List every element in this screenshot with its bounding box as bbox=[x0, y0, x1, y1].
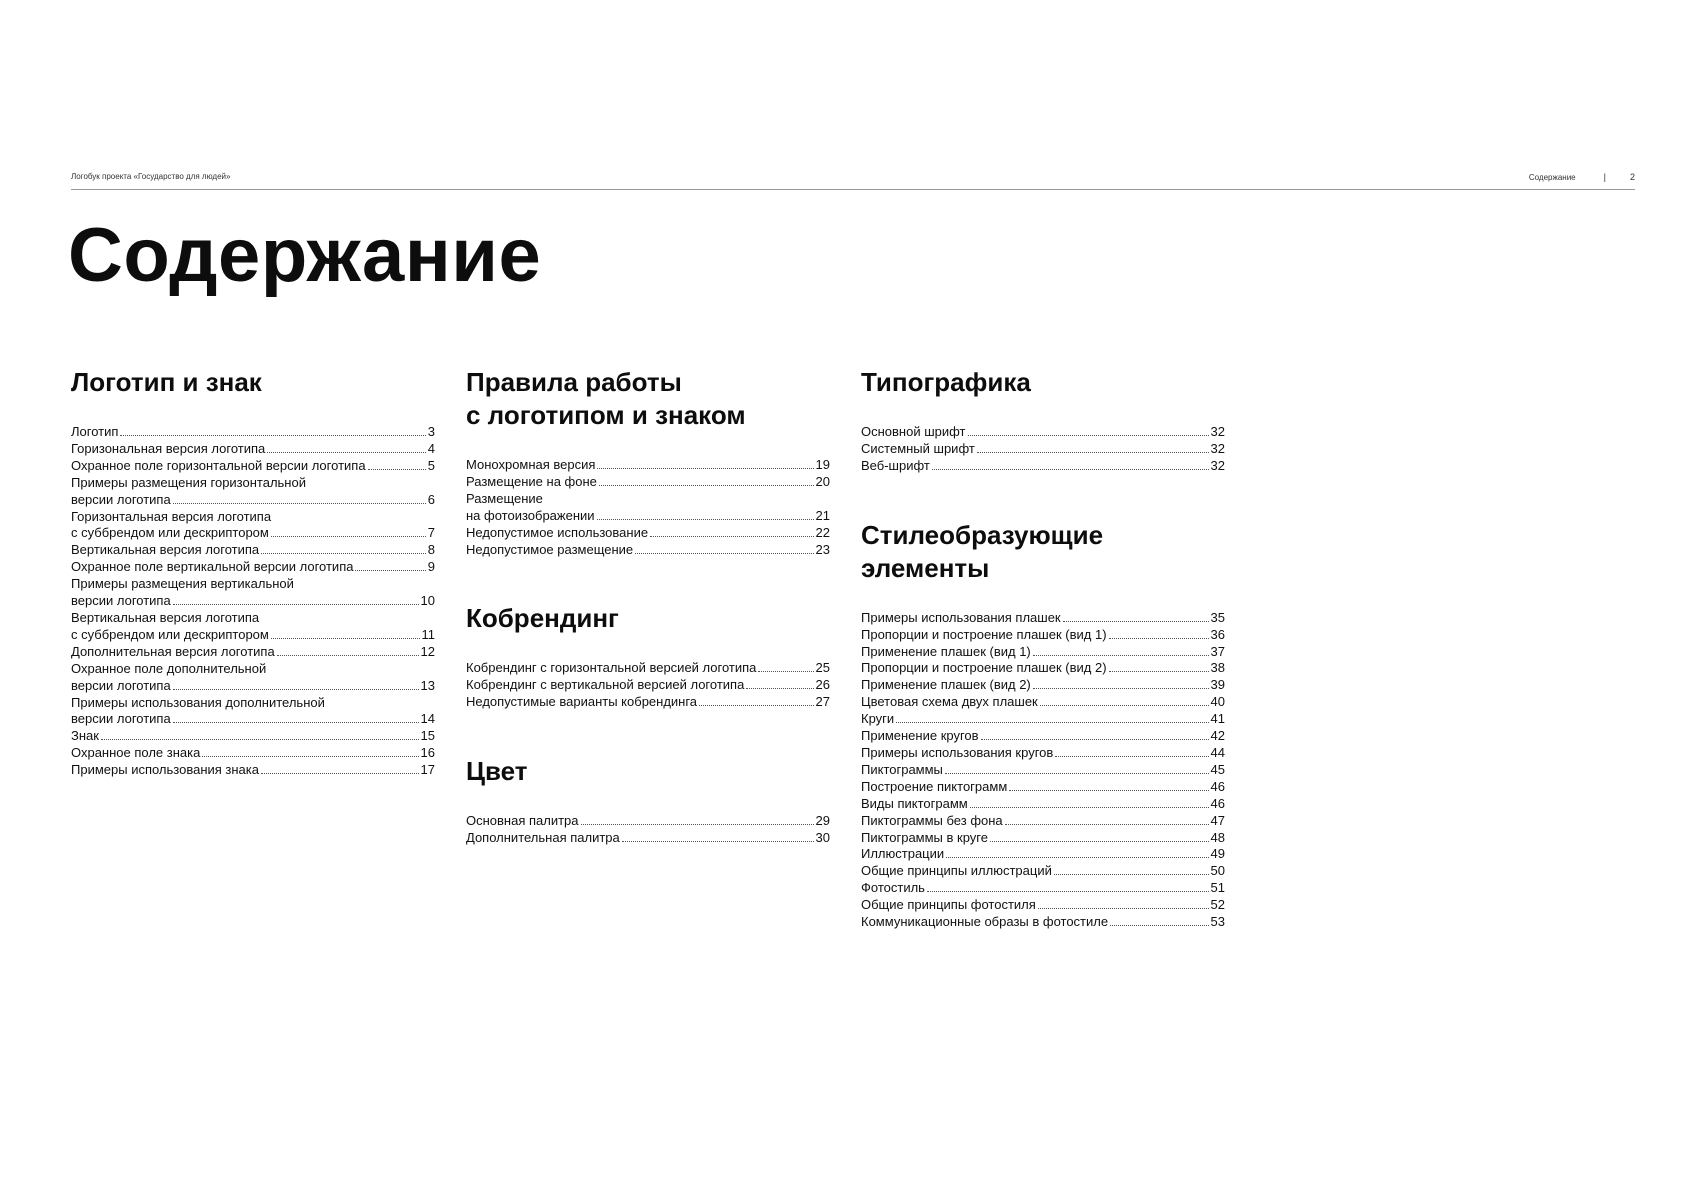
document-title: Логобук проекта «Государство для людей» bbox=[71, 172, 231, 181]
section-title-style bbox=[861, 519, 1225, 585]
toc-entry-page-number: 49 bbox=[1210, 846, 1225, 862]
toc-entry bbox=[466, 813, 830, 830]
toc-entry-text: Построение пиктограмм bbox=[861, 778, 1008, 794]
toc-entry bbox=[466, 491, 830, 525]
toc-entry-text: Общие принципы иллюстраций bbox=[861, 863, 1052, 879]
toc-dot-leader bbox=[1063, 621, 1209, 622]
toc-entry bbox=[861, 441, 1225, 458]
toc-list-cobranding bbox=[466, 660, 830, 711]
toc-entry bbox=[71, 745, 435, 762]
toc-entry-text: Применение плашек (вид 1) bbox=[861, 643, 1031, 659]
toc-entry-page-number: 41 bbox=[1210, 711, 1225, 727]
toc-entry bbox=[861, 644, 1225, 661]
toc-entry bbox=[861, 610, 1225, 627]
toc-dot-leader bbox=[173, 604, 419, 605]
toc-entry bbox=[71, 728, 435, 745]
toc-entry-text: Пиктограммы без фона bbox=[861, 812, 1003, 828]
toc-entry-line2 bbox=[71, 492, 435, 509]
toc-entry-text: Примеры использования кругов bbox=[861, 744, 1054, 760]
toc-entry-text: Пропорции и построение плашек (вид 2) bbox=[861, 660, 1107, 676]
toc-dot-leader bbox=[597, 519, 814, 520]
toc-entry-text: с суббрендом или дескриптором bbox=[71, 626, 269, 642]
toc-entry bbox=[861, 458, 1225, 475]
toc-entry-text: Фотостиль bbox=[861, 880, 925, 896]
toc-entry-text: Монохромная версия bbox=[466, 457, 596, 472]
toc-entry-text: Виды пиктограмм bbox=[861, 795, 968, 811]
toc-entry-page-number: 40 bbox=[1210, 694, 1225, 710]
toc-entry-page-number: 14 bbox=[420, 711, 435, 727]
toc-entry bbox=[71, 458, 435, 475]
toc-entry-text: Недопустимые варианты кобрендинга bbox=[466, 694, 698, 710]
toc-entry-text: Применение плашек (вид 2) bbox=[861, 677, 1031, 693]
toc-entry bbox=[71, 424, 435, 441]
toc-entry-page-number: 20 bbox=[815, 473, 830, 489]
toc-entry-text: Охранное поле знака bbox=[71, 745, 201, 761]
toc-entry-page-number: 36 bbox=[1210, 626, 1225, 642]
toc-entry-text-line1: Примеры размещения горизонтальной bbox=[71, 474, 306, 490]
toc-entry-page-number: 47 bbox=[1210, 812, 1225, 828]
toc-list-rules bbox=[466, 457, 830, 558]
toc-entry bbox=[71, 695, 435, 729]
toc-entry-text: Вертикальная версия логотипа bbox=[71, 542, 260, 558]
toc-entry-text: Коммуникационные образы в фотостиле bbox=[861, 914, 1109, 930]
toc-entry bbox=[466, 660, 830, 677]
toc-entry-text-line1: Размещение bbox=[466, 490, 543, 506]
toc-entry-page-number: 11 bbox=[421, 626, 435, 642]
toc-entry bbox=[861, 779, 1225, 796]
toc-entry bbox=[861, 711, 1225, 728]
toc-entry bbox=[466, 542, 830, 559]
toc-dot-leader bbox=[261, 553, 426, 554]
toc-entry-text-line1: Горизонтальная версия логотипа bbox=[71, 508, 272, 524]
section-title-style-line1: Стилеобразующие bbox=[861, 519, 1104, 550]
toc-entry bbox=[861, 762, 1225, 779]
toc-entry-page-number: 13 bbox=[420, 677, 435, 693]
toc-dot-leader bbox=[173, 689, 419, 690]
toc-dot-leader bbox=[1033, 688, 1209, 689]
toc-entry-page-number: 51 bbox=[1210, 880, 1225, 896]
toc-dot-leader bbox=[758, 671, 813, 672]
toc-entry-page-number: 21 bbox=[815, 507, 830, 523]
toc-entry-text-line1: Примеры использования дополнительной bbox=[71, 694, 325, 710]
toc-dot-leader bbox=[267, 452, 426, 453]
toc-entry bbox=[466, 474, 830, 491]
toc-entry-page-number: 6 bbox=[427, 491, 435, 507]
toc-entry-line2 bbox=[71, 711, 435, 728]
toc-entry-page-number: 35 bbox=[1210, 609, 1225, 625]
toc-entry-text: Пиктограммы bbox=[861, 761, 943, 777]
toc-entry bbox=[861, 728, 1225, 745]
toc-dot-leader bbox=[599, 485, 814, 486]
toc-dot-leader bbox=[699, 705, 813, 706]
toc-entry-page-number: 16 bbox=[420, 745, 435, 761]
toc-entry-text: Дополнительная версия логотипа bbox=[71, 643, 275, 659]
toc-dot-leader bbox=[1033, 655, 1209, 656]
toc-entry-text: Охранное поле горизонтальной версии логотипа bbox=[71, 457, 366, 473]
toc-entry-text: Иллюстрации bbox=[861, 846, 945, 862]
page-header bbox=[71, 170, 1635, 184]
toc-dot-leader bbox=[650, 536, 813, 537]
toc-entry bbox=[861, 846, 1225, 863]
header-separator: | bbox=[1603, 172, 1606, 182]
section-title-typography: Типографика bbox=[861, 367, 1031, 397]
toc-entry-page-number: 45 bbox=[1210, 761, 1225, 777]
toc-dot-leader bbox=[622, 841, 814, 842]
toc-entry bbox=[861, 830, 1225, 847]
page-number: 2 bbox=[1629, 172, 1635, 182]
toc-list-style bbox=[861, 610, 1225, 931]
toc-entry-page-number: 8 bbox=[427, 542, 435, 558]
toc-column-3 bbox=[861, 366, 1225, 931]
toc-entry-text: с суббрендом или дескриптором bbox=[71, 525, 269, 541]
toc-entry-page-number: 22 bbox=[815, 524, 830, 540]
toc-entry-text: версии логотипа bbox=[71, 677, 171, 693]
toc-column-2 bbox=[466, 366, 830, 847]
toc-dot-leader bbox=[981, 739, 1209, 740]
toc-entry-page-number: 38 bbox=[1210, 660, 1225, 676]
toc-entry-page-number: 46 bbox=[1210, 795, 1225, 811]
toc-dot-leader bbox=[202, 756, 418, 757]
toc-dot-leader bbox=[1110, 925, 1208, 926]
toc-entry-page-number: 12 bbox=[420, 643, 435, 659]
toc-entry bbox=[466, 677, 830, 694]
header-divider bbox=[71, 189, 1635, 190]
toc-entry bbox=[466, 525, 830, 542]
toc-dot-leader bbox=[1109, 671, 1209, 672]
toc-entry-page-number: 15 bbox=[420, 728, 435, 744]
section-title-color: Цвет bbox=[466, 756, 528, 787]
toc-entry bbox=[71, 509, 435, 543]
toc-entry bbox=[861, 897, 1225, 914]
section-title-cobranding: Кобрендинг bbox=[466, 603, 619, 634]
toc-dot-leader bbox=[946, 857, 1208, 858]
toc-entry-page-number: 27 bbox=[815, 694, 830, 710]
toc-entry-page-number: 26 bbox=[815, 677, 830, 693]
toc-entry bbox=[861, 677, 1225, 694]
toc-dot-leader bbox=[271, 638, 420, 639]
toc-entry-text: версии логотипа bbox=[71, 711, 171, 727]
toc-list-typography bbox=[861, 424, 1225, 475]
toc-entry-text: Горизональная версия логотипа bbox=[71, 440, 266, 456]
section-title-logo: Логотип и знак bbox=[71, 367, 262, 397]
toc-entry-page-number: 32 bbox=[1210, 457, 1225, 473]
toc-list-logo bbox=[71, 424, 435, 779]
toc-entry bbox=[71, 542, 435, 559]
toc-dot-leader bbox=[120, 435, 425, 436]
toc-entry-page-number: 46 bbox=[1210, 778, 1225, 794]
toc-entry-text: Охранное поле вертикальной версии логотипа bbox=[71, 559, 354, 575]
toc-entry-page-number: 42 bbox=[1210, 728, 1225, 744]
toc-dot-leader bbox=[597, 468, 813, 469]
toc-entry bbox=[71, 762, 435, 779]
toc-entry-text: Общие принципы фотостиля bbox=[861, 897, 1036, 913]
toc-entry-page-number: 39 bbox=[1210, 677, 1225, 693]
toc-entry-page-number: 32 bbox=[1210, 424, 1225, 439]
toc-entry-page-number: 29 bbox=[815, 813, 830, 829]
toc-entry-page-number: 3 bbox=[427, 424, 435, 439]
toc-entry-page-number: 4 bbox=[427, 440, 435, 456]
toc-dot-leader bbox=[1109, 638, 1209, 639]
toc-dot-leader bbox=[968, 435, 1209, 436]
toc-entry-page-number: 5 bbox=[427, 457, 435, 473]
toc-entry-text: на фотоизображении bbox=[466, 507, 595, 523]
toc-entry-page-number: 25 bbox=[815, 660, 830, 676]
toc-entry-line2 bbox=[71, 525, 435, 542]
toc-dot-leader bbox=[746, 688, 813, 689]
toc-entry-text: Логотип bbox=[71, 424, 119, 439]
toc-entry-page-number: 19 bbox=[815, 457, 830, 472]
toc-entry-text: Пиктограммы в круге bbox=[861, 829, 988, 845]
toc-entry bbox=[466, 694, 830, 711]
toc-dot-leader bbox=[173, 503, 426, 504]
toc-dot-leader bbox=[945, 773, 1209, 774]
toc-entry bbox=[71, 644, 435, 661]
toc-dot-leader bbox=[368, 469, 426, 470]
toc-entry-text: Дополнительная палитра bbox=[466, 830, 620, 846]
toc-entry-text: Кобрендинг с горизонтальной версией логотипа bbox=[466, 660, 757, 676]
toc-entry-line2 bbox=[71, 593, 435, 610]
toc-dot-leader bbox=[277, 655, 419, 656]
toc-entry-line2 bbox=[466, 508, 830, 525]
toc-entry-text: Примеры использования плашек bbox=[861, 609, 1061, 625]
toc-entry bbox=[71, 576, 435, 610]
toc-entry bbox=[71, 610, 435, 644]
toc-entry-line2 bbox=[71, 627, 435, 644]
toc-entry-text: Недопустимое размещение bbox=[466, 541, 634, 557]
toc-dot-leader bbox=[355, 570, 425, 571]
toc-column-1 bbox=[71, 366, 435, 779]
toc-entry bbox=[71, 661, 435, 695]
toc-entry-text: Основная палитра bbox=[466, 813, 579, 829]
toc-dot-leader bbox=[1040, 705, 1209, 706]
toc-entry bbox=[861, 424, 1225, 441]
toc-entry bbox=[861, 813, 1225, 830]
toc-list-color bbox=[466, 813, 830, 847]
toc-entry-page-number: 30 bbox=[815, 830, 830, 846]
toc-entry-text-line1: Вертикальная версия логотипа bbox=[71, 609, 260, 625]
toc-entry-text: Пропорции и построение плашек (вид 1) bbox=[861, 626, 1107, 642]
toc-entry bbox=[861, 863, 1225, 880]
toc-dot-leader bbox=[635, 553, 813, 554]
toc-entry-text: Кобрендинг с вертикальной версией логотипа bbox=[466, 677, 745, 693]
section-title-rules-line2: с логотипом и знаком bbox=[466, 400, 746, 430]
toc-entry bbox=[861, 745, 1225, 762]
toc-dot-leader bbox=[101, 739, 419, 740]
page-title: Содержание bbox=[68, 213, 542, 298]
section-title-rules-line1: Правила работы bbox=[466, 367, 682, 397]
toc-dot-leader bbox=[173, 722, 419, 723]
toc-entry-text: Круги bbox=[861, 711, 895, 727]
toc-entry-text: Размещение на фоне bbox=[466, 473, 597, 489]
toc-entry-text: Веб-шрифт bbox=[861, 457, 930, 473]
toc-dot-leader bbox=[990, 841, 1209, 842]
toc-entry-page-number: 32 bbox=[1210, 440, 1225, 456]
toc-dot-leader bbox=[1055, 756, 1208, 757]
toc-entry-page-number: 53 bbox=[1210, 914, 1225, 930]
toc-entry-page-number: 50 bbox=[1210, 863, 1225, 879]
toc-entry-page-number: 37 bbox=[1210, 643, 1225, 659]
toc-dot-leader bbox=[927, 891, 1209, 892]
toc-dot-leader bbox=[1038, 908, 1209, 909]
toc-entry-text: Недопустимое использование bbox=[466, 524, 649, 540]
toc-entry-line2 bbox=[71, 678, 435, 695]
toc-entry bbox=[861, 660, 1225, 677]
toc-entry-text: версии логотипа bbox=[71, 593, 171, 609]
toc-entry-page-number: 9 bbox=[427, 559, 435, 575]
toc-dot-leader bbox=[932, 469, 1209, 470]
section-title-rules bbox=[466, 366, 830, 432]
toc-dot-leader bbox=[1054, 874, 1209, 875]
toc-entry-page-number: 52 bbox=[1210, 897, 1225, 913]
toc-entry-text: версии логотипа bbox=[71, 491, 171, 507]
toc-entry-text: Применение кругов bbox=[861, 728, 979, 744]
header-section-name: Содержание bbox=[1528, 172, 1576, 182]
toc-dot-leader bbox=[970, 807, 1209, 808]
toc-entry bbox=[71, 559, 435, 576]
toc-entry bbox=[861, 796, 1225, 813]
toc-entry-page-number: 10 bbox=[420, 593, 435, 609]
toc-entry-page-number: 17 bbox=[420, 762, 435, 778]
toc-entry bbox=[861, 880, 1225, 897]
toc-entry-text-line1: Охранное поле дополнительной bbox=[71, 660, 267, 676]
toc-entry-text: Знак bbox=[71, 728, 99, 744]
toc-dot-leader bbox=[271, 536, 426, 537]
toc-entry-text-line1: Примеры размещения вертикальной bbox=[71, 576, 294, 592]
toc-dot-leader bbox=[1005, 824, 1209, 825]
toc-entry-page-number: 23 bbox=[815, 541, 830, 557]
toc-entry bbox=[466, 830, 830, 847]
toc-entry-page-number: 44 bbox=[1210, 744, 1225, 760]
header-right bbox=[1529, 172, 1635, 182]
toc-entry-page-number: 48 bbox=[1210, 829, 1225, 845]
toc-entry-text: Цветовая схема двух плашек bbox=[861, 694, 1038, 710]
toc-entry bbox=[71, 441, 435, 458]
toc-entry bbox=[861, 694, 1225, 711]
toc-entry-text: Примеры использования знака bbox=[71, 762, 259, 778]
toc-entry bbox=[71, 475, 435, 509]
toc-dot-leader bbox=[261, 773, 419, 774]
toc-dot-leader bbox=[1009, 790, 1208, 791]
toc-dot-leader bbox=[896, 722, 1208, 723]
toc-dot-leader bbox=[977, 452, 1209, 453]
toc-entry bbox=[861, 627, 1225, 644]
toc-entry bbox=[466, 457, 830, 474]
section-title-style-line2: элементы bbox=[861, 552, 990, 583]
toc-dot-leader bbox=[581, 824, 814, 825]
toc-entry-text: Системный шрифт bbox=[861, 440, 975, 456]
toc-entry-page-number: 7 bbox=[427, 525, 435, 541]
toc-entry-text: Основной шрифт bbox=[861, 424, 966, 439]
toc-entry bbox=[861, 914, 1225, 931]
